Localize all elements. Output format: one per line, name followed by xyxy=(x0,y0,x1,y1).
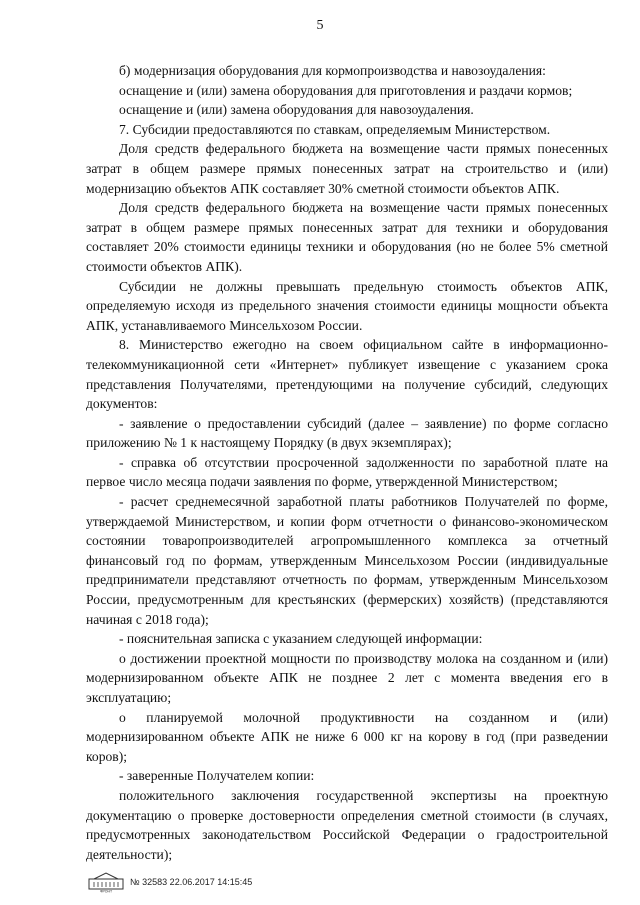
list-item-explanatory-note: - пояснительная записка с указанием следующей информации: xyxy=(119,631,483,647)
list-item-certified-copies: - заверенные Получателем копии: xyxy=(119,768,315,784)
sub-item-state-expertise: положительного заключения государственной экспертизы на проектную документацию о проверке достоверности определения сметной стоимости (в случаях, предусмотренных законодательством Российской Федерации о градостроительной деятельности); xyxy=(86,787,608,862)
paragraph-subsidy-limit: Субсидии не должны превышать предельную стоимость объектов АПК, определяемую исходя из предельного значения стоимости единицы мощности объекта АПК, устанавливаемого Минсельхозом России. xyxy=(86,278,608,333)
list-item-salary-calculation: - расчет среднемесячной заработной платы работников Получателей по форме, утверждаемой Министерством, и копии форм отчетности о финансово-экономическом состоянии товаропроизводителей агропромышленного комплекса за отчетный финансовый год по формам, утвержденным Минсельхозом России (индивидуальные предприниматели представляют отчетность по формам, утвержденным Минсельхозом России, предусмотренным для крестьянских (фермерских) хозяйств) (представляются начиная с 2018 года); xyxy=(86,494,608,627)
sub-item-design-capacity: о достижении проектной мощности по производству молока на созданном и (или) модернизированном объекте АПК не позднее 2 лет с момента введения его в эксплуатацию; xyxy=(86,650,608,705)
registry-logo-icon xyxy=(88,871,124,893)
paragraph-manure-equipment: оснащение и (или) замена оборудования для навозоудаления. xyxy=(119,102,474,118)
list-item-application: - заявление о предоставлении субсидий (далее – заявление) по форме согласно приложению № 1 к настоящему Порядку (в двух экземплярах); xyxy=(86,415,608,451)
paragraph-feed-equipment: оснащение и (или) замена оборудования для приготовления и раздачи кормов; xyxy=(119,82,573,98)
paragraph-7: 7. Субсидии предоставляются по ставкам, определяемым Министерством. xyxy=(119,121,551,137)
paragraph-share-20: Доля средств федерального бюджета на возмещение части прямых понесенных затрат в общем размере прямых понесенных затрат для техники и оборудования составляет 20% стоимости единицы техники и оборудования (но не более 5% сметной стоимости объектов АПК). xyxy=(86,200,608,274)
page-number: 5 xyxy=(316,18,324,33)
paragraph-share-30: Доля средств федерального бюджета на возмещение части прямых понесенных затрат в общем размере прямых понесенных затрат на строительство и (или) модернизацию объектов АПК составляет 30% сметной стоимости объектов АПК. xyxy=(86,141,608,196)
paragraph-8: 8. Министерство ежегодно на своем официальном сайте в информационно-телекоммуникационной сети «Интернет» публикует извещение с указанием срока представления Получателями, претендующими на получение субсидий, следующих документов: xyxy=(86,337,608,412)
document-body xyxy=(86,61,608,864)
sub-item-milk-productivity: о планируемой молочной продуктивности на созданном и (или) модернизированном объекте АПК не ниже 6 000 кг на корову в год (при разведении коров); xyxy=(86,709,608,764)
registration-stamp: № 32583 22.06.2017 14:15:45 xyxy=(130,877,253,887)
list-item-salary-certificate: - справка об отсутствии просроченной задолженности по заработной плате на первое число месяца подачи заявления по форме, утвержденной Министерством; xyxy=(86,454,608,490)
paragraph-6b: б) модернизация оборудования для кормопроизводства и навозоудаления: xyxy=(119,63,546,78)
registry-logo-text: ФРОНТ xyxy=(99,889,113,893)
registration-footer xyxy=(88,871,252,893)
